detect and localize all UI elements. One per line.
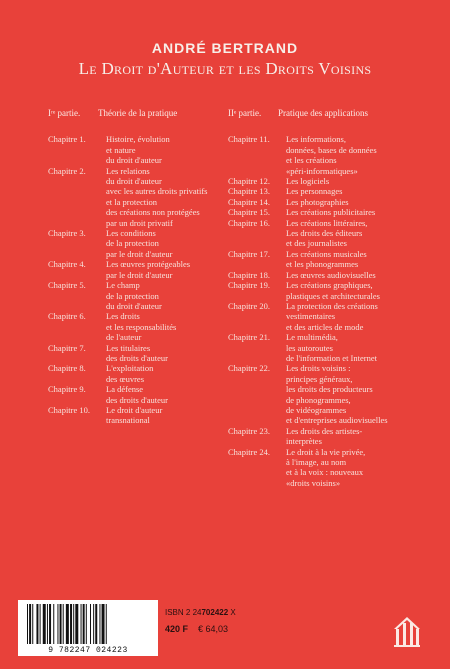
- chapter-title-line: principes généraux,: [286, 373, 353, 384]
- chapter-entry: [228, 249, 428, 270]
- chapter-title-line: Le droit à la vie privée,: [286, 446, 366, 457]
- chapter-title-line: des œuvres: [106, 373, 145, 384]
- chapter-title: [106, 405, 228, 426]
- chapter-title-line: et à la voix : nouveaux: [286, 467, 364, 478]
- chapter-title-line: Les informations,: [286, 134, 346, 145]
- chapter-title-line: La protection des créations: [286, 300, 378, 311]
- chapter-title: [286, 207, 428, 217]
- chapter-label: Chapitre 24.: [228, 446, 271, 457]
- part-2-label: IIᵉ partie.: [228, 108, 262, 118]
- chapter-title-line: L'exploitation: [106, 363, 154, 374]
- chapter-title: [106, 259, 228, 280]
- barcode-bar: [73, 604, 74, 644]
- chapter-entry: [48, 259, 228, 280]
- chapter-label: Chapitre 8.: [48, 363, 86, 374]
- barcode-bar: [83, 604, 85, 644]
- chapter-title: [286, 301, 428, 332]
- chapter-title-line: Histoire, évolution: [106, 134, 170, 145]
- barcode-bar: [106, 604, 107, 644]
- chapter-title: [106, 166, 228, 228]
- chapter-entry: [228, 270, 428, 280]
- chapter-entry: [48, 343, 228, 364]
- chapter-title: [286, 134, 428, 176]
- chapter-label: Chapitre 13.: [228, 186, 271, 197]
- part-2-title: Pratique des applications: [278, 108, 368, 118]
- chapter-entry: [228, 332, 428, 363]
- chapter-title-line: des droits d'auteur: [106, 394, 168, 405]
- author-name: ANDRÉ BERTRAND: [151, 40, 299, 56]
- chapter-title-line: Les droits des éditeurs: [286, 228, 363, 239]
- chapter-entry: [228, 134, 428, 176]
- chapter-title-line: Les créations publicitaires: [286, 207, 376, 218]
- chapter-title-line: du droit d'auteur: [106, 300, 162, 311]
- chapter-title-line: Les créations graphiques,: [286, 280, 373, 291]
- chapter-title: [286, 186, 428, 196]
- part-2-chapter-list: [228, 134, 428, 488]
- chapter-title-line: Les droits des artistes-: [286, 425, 363, 436]
- chapter-title: [286, 249, 428, 270]
- barcode-bar: [81, 604, 82, 644]
- barcode-bar: [32, 604, 33, 644]
- barcode: [18, 600, 158, 656]
- chapter-title-line: Les relations: [106, 165, 150, 176]
- chapter-title-line: par le droit d'auteur: [106, 248, 173, 259]
- barcode-bar: [57, 604, 58, 644]
- barcode-bar: [99, 604, 100, 644]
- chapter-entry: [48, 228, 228, 259]
- chapter-title-line: par le droit d'auteur: [106, 269, 173, 280]
- chapter-title: [286, 332, 428, 363]
- chapter-title-line: Les œuvres audiovisuelles: [286, 269, 376, 280]
- chapter-title-line: Les droits: [106, 311, 140, 322]
- price-euros: € 64,03: [198, 624, 229, 634]
- chapter-title-line: «péri-informatiques»: [286, 165, 358, 176]
- chapter-entry: [228, 176, 428, 186]
- barcode-bar: [40, 604, 41, 644]
- chapter-entry: [48, 405, 228, 426]
- part-1-column: [48, 108, 228, 426]
- isbn-prefix: ISBN 2 24: [165, 608, 202, 617]
- chapter-label: Chapitre 22.: [228, 363, 271, 374]
- chapter-title-line: de l'information et Internet: [286, 352, 377, 363]
- chapter-title-line: par un droit privatif: [106, 217, 173, 228]
- chapter-title-line: et les responsabilités: [106, 321, 177, 332]
- chapter-label: Chapitre 1.: [48, 134, 86, 145]
- chapter-title-line: de vidéogrammes: [286, 404, 347, 415]
- chapter-title-line: Le droit d'auteur: [106, 404, 163, 415]
- chapter-title-line: et des articles de mode: [286, 321, 364, 332]
- price-francs: 420 F: [165, 624, 189, 634]
- chapter-title-line: Les personnages: [286, 186, 343, 197]
- part-2-column: [228, 108, 428, 488]
- chapter-label: Chapitre 9.: [48, 384, 86, 395]
- chapter-title: [106, 343, 228, 364]
- chapter-title-line: de l'auteur: [106, 332, 142, 343]
- barcode-bar: [60, 604, 62, 644]
- chapter-label: Chapitre 10.: [48, 404, 91, 415]
- chapter-entry: [228, 301, 428, 332]
- chapter-title: [106, 384, 228, 405]
- barcode-bar: [102, 604, 105, 644]
- chapter-entry: [48, 166, 228, 228]
- chapter-label: Chapitre 7.: [48, 342, 86, 353]
- chapter-title-line: du droit d'auteur: [106, 176, 162, 187]
- publisher-logo-icon: [393, 615, 421, 649]
- chapter-entry: [228, 197, 428, 207]
- chapter-title-line: des droits d'auteur: [106, 352, 168, 363]
- chapter-title-line: interprètes: [286, 436, 322, 447]
- chapter-title-line: «droits voisins»: [286, 477, 341, 488]
- chapter-label: Chapitre 6.: [48, 311, 86, 322]
- part-1-header: [48, 108, 228, 118]
- chapter-title: [286, 280, 428, 301]
- chapter-label: Chapitre 15.: [228, 207, 271, 218]
- chapter-title: [286, 447, 428, 489]
- part-1-title: Théorie de la pratique: [98, 108, 178, 118]
- chapter-label: Chapitre 19.: [228, 280, 271, 291]
- barcode-number: 9 782247 024223: [48, 646, 128, 655]
- part-1-label: Iʳᵉ partie.: [48, 108, 81, 118]
- chapter-label: Chapitre 18.: [228, 269, 271, 280]
- chapter-title: [106, 280, 228, 311]
- chapter-title-line: de phonogrammes,: [286, 394, 351, 405]
- chapter-entry: [228, 363, 428, 425]
- barcode-bar: [95, 604, 97, 644]
- chapter-label: Chapitre 11.: [228, 134, 270, 145]
- chapter-entry: [48, 363, 228, 384]
- chapter-entry: [48, 311, 228, 342]
- chapter-entry: [228, 447, 428, 489]
- chapter-title-line: Le multimédia,: [286, 332, 338, 343]
- chapter-label: Chapitre 2.: [48, 165, 86, 176]
- barcode-bar: [36, 604, 38, 644]
- barcode-bar: [27, 604, 28, 644]
- chapter-title: [106, 311, 228, 342]
- chapter-title-line: de la protection: [106, 238, 159, 249]
- chapter-title-line: et les phonogrammes: [286, 259, 359, 270]
- chapter-title-line: les autoroutes: [286, 342, 333, 353]
- barcode-bar: [47, 604, 48, 644]
- chapter-title-line: Les créations musicales: [286, 248, 367, 259]
- barcode-bars: [27, 604, 149, 644]
- chapter-title-line: transnational: [106, 415, 150, 426]
- chapter-entry: [228, 280, 428, 301]
- barcode-bar: [75, 604, 78, 644]
- chapter-title-line: Les œuvres protégeables: [106, 259, 191, 270]
- chapter-label: Chapitre 21.: [228, 332, 271, 343]
- part-2-header: [228, 108, 428, 118]
- chapter-title-line: de la protection: [106, 290, 159, 301]
- chapter-label: Chapitre 23.: [228, 425, 271, 436]
- chapter-title: [286, 176, 428, 186]
- chapter-title-line: et d'entreprises audiovisuelles: [286, 415, 388, 426]
- chapter-title-line: vestimentaires: [286, 311, 336, 322]
- chapter-title: [106, 228, 228, 259]
- chapter-entry: [228, 218, 428, 249]
- isbn-suffix: X: [228, 608, 236, 617]
- chapter-title: [286, 363, 428, 425]
- barcode-bar: [70, 604, 72, 644]
- chapter-title: [286, 426, 428, 447]
- chapter-label: Chapitre 20.: [228, 300, 271, 311]
- chapter-title-line: des créations non protégées: [106, 207, 200, 218]
- part-1-chapter-list: [48, 134, 228, 425]
- chapter-entry: [48, 134, 228, 165]
- chapter-entry: [48, 384, 228, 405]
- chapter-entry: [48, 280, 228, 311]
- chapter-title-line: plastiques et architecturales: [286, 290, 380, 301]
- chapter-title-line: et la protection: [106, 196, 157, 207]
- chapter-entry: [228, 186, 428, 196]
- barcode-bar: [90, 604, 91, 644]
- chapter-title: [286, 270, 428, 280]
- chapter-label: Chapitre 3.: [48, 228, 86, 239]
- chapter-title-line: avec les autres droits privatifs: [106, 186, 208, 197]
- chapter-title-line: et des journalistes: [286, 238, 347, 249]
- chapter-label: Chapitre 17.: [228, 248, 271, 259]
- chapter-title-line: et nature: [106, 144, 136, 155]
- barcode-bar: [29, 604, 31, 644]
- chapter-label: Chapitre 12.: [228, 176, 271, 187]
- chapter-title-line: La défense: [106, 384, 144, 395]
- chapter-entry: [228, 207, 428, 217]
- isbn-bold: 702422: [201, 608, 229, 617]
- chapter-title: [286, 197, 428, 207]
- chapter-title-line: les droits des producteurs: [286, 384, 373, 395]
- chapter-title-line: Le champ: [106, 280, 140, 291]
- isbn: [165, 608, 236, 617]
- chapter-title: [106, 363, 228, 384]
- chapter-title: [286, 218, 428, 249]
- price: [165, 624, 228, 634]
- chapter-title-line: Les titulaires: [106, 342, 151, 353]
- chapter-title-line: du droit d'auteur: [106, 155, 162, 166]
- chapter-title-line: à l'image, au nom: [286, 457, 347, 467]
- chapter-title-line: Les photographies: [286, 196, 349, 207]
- chapter-title-line: Les logiciels: [286, 176, 330, 187]
- barcode-bar: [93, 604, 94, 644]
- barcode-bar: [63, 604, 64, 644]
- chapter-label: Chapitre 16.: [228, 217, 271, 228]
- chapter-title-line: Les droits voisins :: [286, 363, 351, 374]
- chapter-title-line: Les créations littéraires,: [286, 217, 368, 228]
- barcode-bar: [86, 604, 87, 644]
- book-title: Le Droit d'Auteur et les Droits Voisins: [78, 59, 372, 78]
- barcode-bar: [53, 604, 54, 644]
- barcode-bar: [66, 604, 69, 644]
- chapter-title-line: données, bases de données: [286, 144, 377, 155]
- chapter-title: [106, 134, 228, 165]
- chapter-title-line: Les conditions: [106, 228, 156, 239]
- chapter-label: Chapitre 4.: [48, 259, 86, 270]
- chapter-title-line: et les créations: [286, 155, 337, 166]
- chapter-label: Chapitre 14.: [228, 196, 271, 207]
- barcode-bar: [49, 604, 51, 644]
- chapter-entry: [228, 426, 428, 447]
- chapter-label: Chapitre 5.: [48, 280, 86, 291]
- barcode-bar: [43, 604, 46, 644]
